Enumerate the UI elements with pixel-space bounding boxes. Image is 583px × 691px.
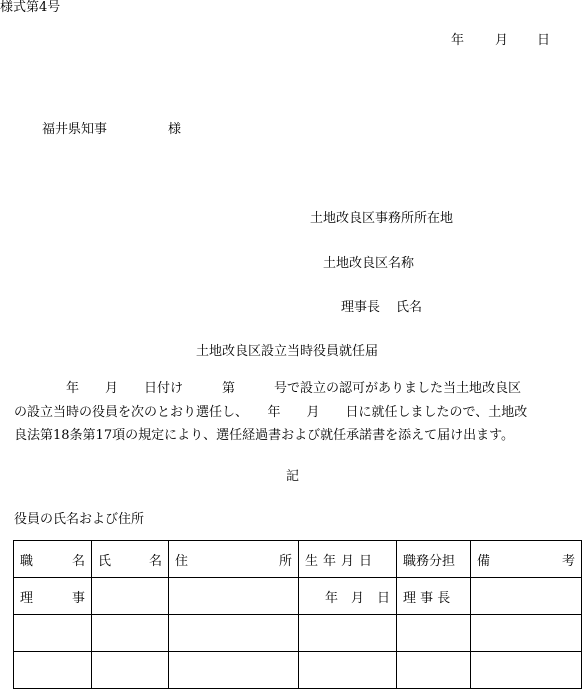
cell-name[interactable] [92, 652, 169, 689]
district-name-label: 土地改良区名称 [323, 256, 415, 271]
ki-heading: 記 [286, 469, 300, 484]
cell-duty: 理 事 長 [397, 578, 471, 615]
cell-birthdate[interactable]: 年 月 日 [299, 578, 397, 615]
cell-name[interactable] [92, 615, 169, 652]
cell-address[interactable] [169, 578, 299, 615]
cell-remarks[interactable] [471, 615, 582, 652]
table-header-row [14, 541, 582, 578]
addressee-honorific: 様 [168, 122, 182, 137]
cell-remarks[interactable] [471, 578, 582, 615]
cell-birthdate[interactable] [299, 615, 397, 652]
officer-table [13, 540, 582, 689]
office-location-label: 土地改良区事務所所在地 [310, 211, 454, 226]
date-day: 日 [537, 33, 551, 48]
cell-address[interactable] [169, 652, 299, 689]
body-line-3: 良法第18条第17項の規定により、選任経過書および就任承諾書を添えて届け出ます。 [14, 428, 515, 443]
table-row [14, 615, 582, 652]
cell-position[interactable] [14, 615, 92, 652]
notification-body [14, 377, 580, 448]
date-month: 月 [495, 33, 509, 48]
chair-label: 理事長 [341, 300, 381, 315]
document-title: 土地改良区設立当時役員就任届 [196, 344, 379, 359]
table-row [14, 578, 582, 615]
table-row [14, 652, 582, 689]
form-number: 様式第4号 [0, 0, 61, 15]
header-birthdate: 生年月日 [299, 541, 397, 578]
cell-position: 理 事 [14, 578, 92, 615]
cell-address[interactable] [169, 615, 299, 652]
chair-name-label: 氏名 [396, 300, 423, 315]
body-line-1: 年 月 日付け 第 号で設立の認可がありました当土地改良区 [14, 381, 522, 396]
body-line-2: の設立当時の役員を次のとおり選任し、 年 月 日に就任しましたので、土地改 [14, 404, 528, 420]
cell-duty[interactable] [397, 652, 471, 689]
header-address: 住 所 [169, 541, 299, 578]
date-year: 年 [451, 33, 465, 48]
cell-duty[interactable] [397, 615, 471, 652]
cell-remarks[interactable] [471, 652, 582, 689]
header-name: 氏 名 [92, 541, 169, 578]
header-duty: 職務分担 [397, 541, 471, 578]
addressee-name: 福井県知事 [42, 122, 108, 137]
cell-birthdate[interactable] [299, 652, 397, 689]
header-position: 職 名 [14, 541, 92, 578]
header-remarks: 備 考 [471, 541, 582, 578]
table-caption: 役員の氏名および住所 [14, 512, 145, 527]
cell-name[interactable] [92, 578, 169, 615]
cell-position[interactable] [14, 652, 92, 689]
